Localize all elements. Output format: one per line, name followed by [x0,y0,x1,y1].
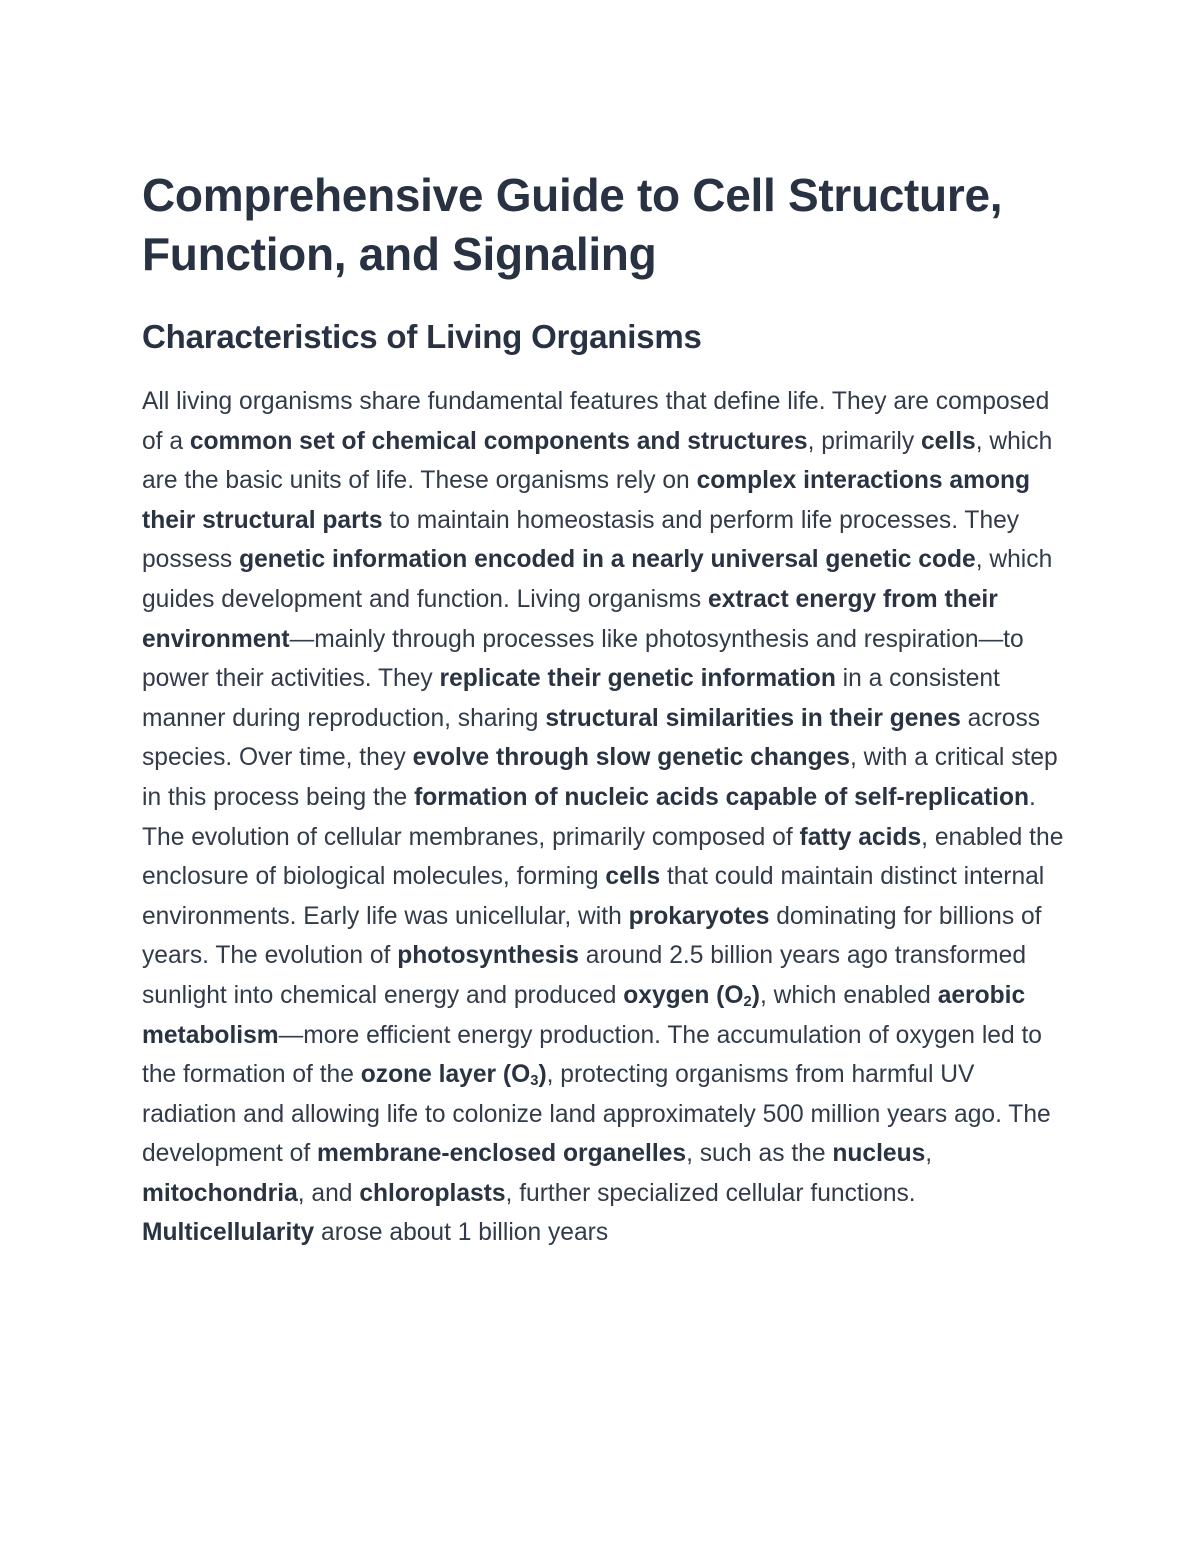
term-text: ) [751,981,760,1009]
text-run: , enabled the enclosure of biological molecules, forming [142,823,1064,891]
bold-term: common set of chemical components and structures [189,427,808,455]
term-text: ozone layer (O [360,1061,531,1089]
body-paragraph [142,382,1072,1253]
bold-term: cells [921,427,976,455]
bold-term: chloroplasts [359,1179,506,1207]
subscript: 2 [743,993,752,1010]
document-page [142,166,1072,1253]
text-run: All living organisms share fundamental features that define life. They are composed of a [142,388,1050,455]
bold-term: mitochondria [142,1179,298,1207]
bold-term: membrane-enclosed organelles [317,1140,687,1168]
text-run: , which enabled [759,981,938,1009]
text-run: , further specialized cellular functions. [505,1179,916,1207]
bold-term: complex interactions among their structural parts [142,467,1031,534]
term-text: ) [538,1061,547,1089]
bold-term: nucleus [832,1140,926,1168]
text-run: , with a critical step in this process being the [142,744,1058,811]
bold-term: photosynthesis [397,942,579,970]
bold-term: replicate their genetic information [439,665,836,693]
text-run: —more efficient energy production. The accumulation of oxygen led to the formation of the [142,1021,1042,1089]
text-run: that could maintain distinct internal environments. Early life was unicellular, with [142,863,1045,930]
bold-term: prokaryotes [628,902,770,930]
bold-term-oxygen [623,982,760,1009]
bold-term: cells [605,863,661,891]
text-run: around 2.5 billion years ago transformed sunlight into chemical energy and produced [142,942,1026,1009]
bold-term: Multicellularity [142,1219,315,1247]
text-run: dominating for billions of years. The evolution of [142,902,1042,970]
bold-term: evolve through slow genetic changes [412,744,850,772]
text-run: , primarily [807,427,921,455]
bold-term: fatty acids [799,823,922,851]
text-run: to maintain homeostasis and perform life processes. They possess [142,506,1020,574]
text-run: , which are the basic units of life. These organisms rely on [142,427,1053,495]
bold-term: structural similarities in their genes [545,704,961,732]
text-run: , [925,1140,933,1168]
page-title: Comprehensive Guide to Cell Structure, Function, and Signaling [142,169,1003,280]
section-heading: Characteristics of Living Organisms [142,318,702,355]
text-run: arose about 1 billion years [314,1219,609,1247]
bold-term: formation of nucleic acids capable of self-replication [414,783,1030,811]
term-text: oxygen (O [623,981,744,1009]
bold-term-ozone [361,1061,547,1088]
text-run: in a consistent manner during reproduction, sharing [142,665,1000,732]
text-run: , protecting organisms from harmful UV radiation and allowing life to colonize land approximately 500 million years ago. The development of [142,1061,1051,1168]
subscript: 3 [530,1073,539,1090]
text-run: —mainly through processes like photosynthesis and respiration—to power their activities. They [142,625,1024,693]
bold-term: aerobic metabolism [142,981,1026,1049]
text-run: , such as the [686,1140,833,1168]
text-run: , and [297,1179,360,1207]
text-run: , which guides development and function. Living organisms [142,546,1053,613]
text-run: across species. Over time, they [142,704,1041,772]
text-run: . The evolution of cellular membranes, primarily composed of [142,783,1036,851]
bold-term: extract energy from their environment [142,585,998,653]
bold-term: genetic information encoded in a nearly universal genetic code [239,546,976,574]
